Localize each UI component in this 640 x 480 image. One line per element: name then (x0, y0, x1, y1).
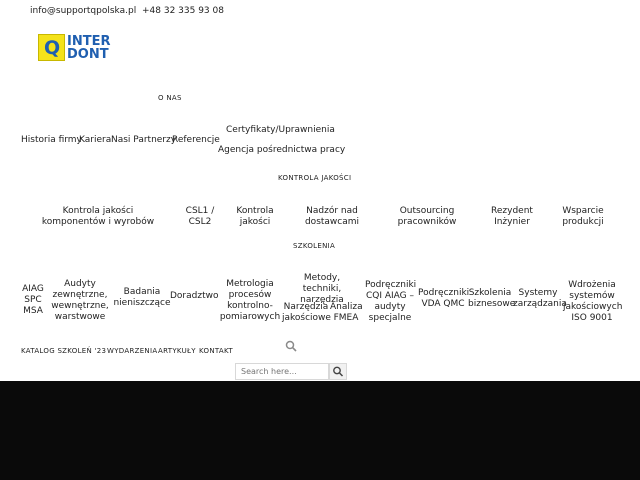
menu-item-vda[interactable]: Podręczniki VDA QMC (418, 288, 470, 309)
menu-item-kariera[interactable]: Kariera (79, 135, 112, 145)
menu-item-nadzor[interactable]: Nadzór nad dostawcami (304, 206, 360, 227)
menu-item-doradztwo[interactable]: Doradztwo (170, 291, 219, 301)
logo-line2: DONT (67, 47, 109, 62)
menu-item-audyty[interactable]: Audyty zewnętrzne, wewnętrzne, warstwowe (51, 279, 109, 322)
menu-item-certyfikaty[interactable]: Certyfikaty/Uprawnienia (226, 125, 335, 135)
menu-wydarzenia[interactable]: WYDARZENIA (107, 347, 158, 355)
menu-item-outsourcing[interactable]: Outsourcing pracowników (397, 206, 457, 227)
menu-item-csl[interactable]: CSL1 / CSL2 (185, 206, 215, 227)
search-button[interactable] (329, 363, 347, 380)
menu-item-cqi[interactable]: Podręczniki CQI AIAG – audyty specjalne (365, 280, 417, 323)
search-input[interactable] (235, 363, 329, 380)
email-link[interactable]: info@supportqpolska.pl (30, 6, 137, 16)
logo[interactable] (38, 34, 118, 62)
menu-item-narzedzia[interactable]: Narzędzia jakościowe (282, 302, 331, 323)
menu-item-wdrozenia[interactable]: Wdrożenia systemów jakościowych ISO 9001 (563, 280, 623, 323)
menu-item-systemy[interactable]: Systemy zarządzania (513, 288, 567, 309)
menu-item-metrologia[interactable]: Metrologia procesów kontrolno-pomiarowych (219, 279, 281, 322)
menu-item-partnerzy[interactable]: Nasi Partnerzy (111, 135, 177, 145)
menu-item-aiag[interactable]: AIAG SPC MSA (22, 284, 44, 316)
menu-artykuly[interactable]: ARTYKUŁY (158, 347, 196, 355)
menu-item-agencja[interactable]: Agencja pośrednictwa pracy (218, 145, 346, 155)
menu-item-referencje[interactable]: Referencje (172, 135, 220, 145)
menu-item-wsparcie[interactable]: Wsparcie produkcji (562, 206, 604, 227)
menu-kontakt[interactable]: KONTAKT (199, 347, 233, 355)
menu-item-kontrola-komponentow[interactable]: Kontrola jakości komponentów i wyrobów (41, 206, 155, 227)
menu-item-fmea[interactable]: Analiza FMEA (330, 302, 363, 323)
search-icon[interactable] (285, 337, 297, 349)
logo-mark: Q (38, 34, 65, 61)
menu-szkolenia[interactable]: SZKOLENIA (293, 242, 336, 250)
menu-item-metody[interactable]: Metody, techniki, narzędzia (300, 273, 344, 305)
menu-item-historia[interactable]: Historia firmy (21, 135, 82, 145)
page-footer-area (0, 381, 640, 480)
menu-item-rezydent[interactable]: Rezydent Inżynier (491, 206, 533, 227)
logo-line1: INTER (67, 34, 111, 49)
menu-kontrola[interactable]: KONTROLA JAKOŚCI (278, 174, 352, 182)
search-button-icon (330, 364, 346, 379)
menu-katalog[interactable]: KATALOG SZKOLEŃ '23 (21, 347, 107, 355)
phone-link[interactable]: +48 32 335 93 08 (142, 6, 224, 16)
menu-item-badania[interactable]: Badania nieniszczące (113, 287, 171, 308)
menu-o-nas[interactable]: O NAS (158, 94, 182, 102)
menu-item-biznesowe[interactable]: Szkolenia biznesowe (468, 288, 516, 309)
menu-item-kontrola[interactable]: Kontrola jakości (236, 206, 274, 227)
